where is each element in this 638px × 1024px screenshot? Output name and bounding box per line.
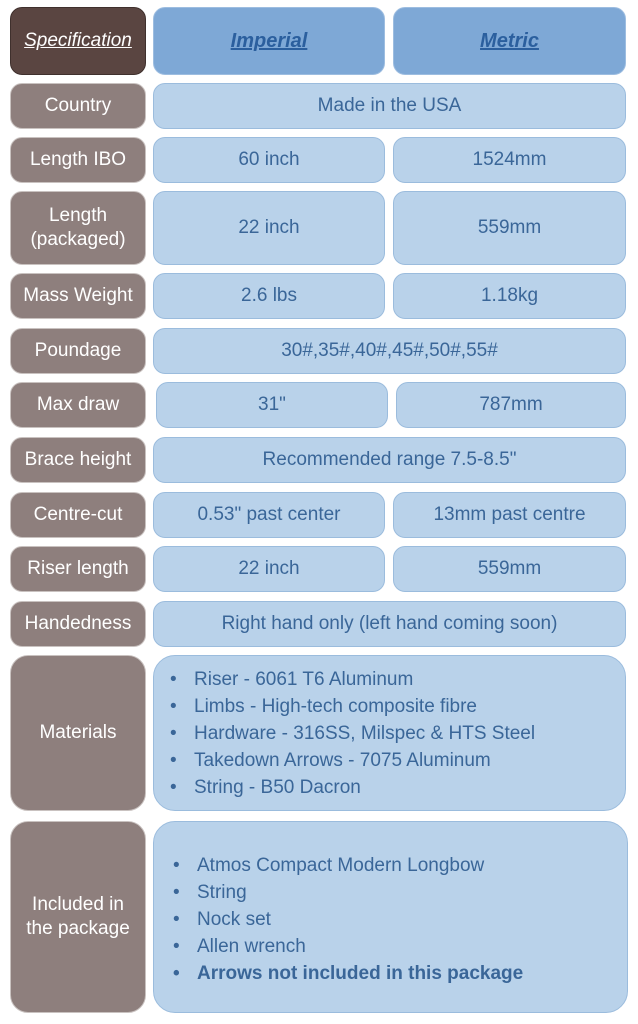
- package-label: [10, 821, 146, 1013]
- brace-height-label: [10, 437, 146, 483]
- length-ibo-imperial: [153, 137, 385, 183]
- country-label: [10, 83, 146, 129]
- package-label-line1: Included in: [32, 894, 124, 916]
- mass-weight-metric: [393, 273, 626, 319]
- centre-cut-imperial: [153, 492, 385, 538]
- centre-cut-metric: [393, 492, 626, 538]
- handedness-value-text: Right hand only (left hand coming soon): [221, 613, 558, 634]
- centre-cut-label: [10, 492, 146, 538]
- max-draw-label: [10, 382, 146, 428]
- imperial-header: [153, 7, 385, 75]
- list-item-arrows-not-included: • Arrows not included in this package: [167, 960, 523, 987]
- max-draw-metric: [396, 382, 626, 428]
- list-item: • Atmos Compact Modern Longbow: [167, 852, 523, 879]
- length-packaged-label-line2: (packaged): [30, 229, 126, 250]
- max-draw-imperial: [156, 382, 388, 428]
- materials-label-text: Materials: [39, 722, 117, 744]
- length-ibo-imperial-text: 60 inch: [238, 149, 300, 170]
- list-item: • Allen wrench: [167, 933, 523, 960]
- poundage-value: [153, 328, 626, 374]
- riser-length-label-text: Riser length: [27, 558, 129, 580]
- length-packaged-metric: [393, 191, 626, 265]
- list-item: • String: [167, 879, 523, 906]
- list-item: • Nock set: [167, 906, 523, 933]
- riser-length-imperial-text: 22 inch: [238, 558, 300, 579]
- metric-header-text: Metric: [480, 29, 539, 52]
- mass-weight-imperial: [153, 273, 385, 319]
- handedness-value: [153, 601, 626, 647]
- list-item: • Limbs - High-tech composite fibre: [164, 693, 535, 720]
- specification-header: [10, 7, 146, 75]
- length-ibo-label-text: Length IBO: [29, 149, 127, 171]
- mass-weight-metric-text: 1.18kg: [480, 285, 539, 306]
- centre-cut-imperial-text: 0.53" past center: [197, 504, 341, 525]
- handedness-label: [10, 601, 146, 647]
- specification-header-text: Specification: [24, 30, 132, 52]
- mass-weight-imperial-text: 2.6 lbs: [241, 285, 297, 306]
- riser-length-label: [10, 546, 146, 592]
- riser-length-imperial: [153, 546, 385, 592]
- brace-height-value-text: Recommended range 7.5-8.5": [262, 449, 517, 470]
- length-packaged-metric-text: 559mm: [477, 217, 542, 238]
- imperial-header-text: Imperial: [230, 29, 308, 52]
- list-item: • String - B50 Dacron: [164, 774, 535, 801]
- poundage-label-text: Poundage: [34, 340, 122, 362]
- list-item: • Riser - 6061 T6 Aluminum: [164, 666, 535, 693]
- handedness-label-text: Handedness: [24, 613, 132, 635]
- length-ibo-label: [10, 137, 146, 183]
- materials-list-box: [153, 655, 626, 811]
- materials-label: [10, 655, 146, 811]
- length-packaged-imperial: [153, 191, 385, 265]
- length-ibo-metric-text: 1524mm: [472, 149, 547, 170]
- mass-weight-label-text: Mass Weight: [23, 285, 133, 307]
- country-value-text: Made in the USA: [317, 95, 462, 116]
- brace-height-label-text: Brace height: [24, 449, 132, 471]
- materials-list: [164, 666, 535, 801]
- riser-length-metric: [393, 546, 626, 592]
- package-list-box: [153, 821, 628, 1013]
- length-packaged-label-line1: Length: [48, 205, 108, 227]
- package-label-line2: the package: [26, 918, 130, 939]
- poundage-label: [10, 328, 146, 374]
- length-ibo-metric: [393, 137, 626, 183]
- country-value: [153, 83, 626, 129]
- riser-length-metric-text: 559mm: [477, 558, 542, 579]
- poundage-value-text: 30#,35#,40#,45#,50#,55#: [281, 340, 498, 361]
- mass-weight-label: [10, 273, 146, 319]
- centre-cut-label-text: Centre-cut: [33, 504, 123, 526]
- list-item: • Hardware - 316SS, Milspec & HTS Steel: [164, 720, 535, 747]
- package-list: [167, 852, 523, 987]
- brace-height-value: [153, 437, 626, 483]
- max-draw-imperial-text: 31": [258, 394, 286, 415]
- length-packaged-imperial-text: 22 inch: [238, 217, 300, 238]
- max-draw-metric-text: 787mm: [479, 394, 543, 415]
- list-item: • Takedown Arrows - 7075 Aluminum: [164, 747, 535, 774]
- metric-header: [393, 7, 626, 75]
- centre-cut-metric-text: 13mm past centre: [433, 504, 586, 525]
- max-draw-label-text: Max draw: [36, 394, 120, 416]
- country-label-text: Country: [44, 95, 112, 117]
- length-packaged-label: [10, 191, 146, 265]
